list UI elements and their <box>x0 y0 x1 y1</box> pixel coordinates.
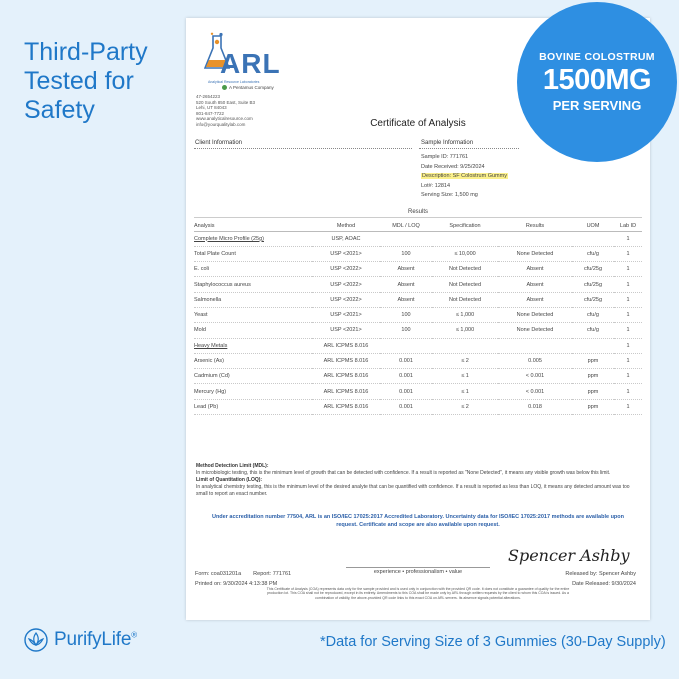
lotus-icon <box>24 628 48 652</box>
cell-result: Absent <box>498 277 572 292</box>
cell-result <box>498 231 572 246</box>
cell-uom: cfu/g <box>572 246 614 261</box>
cell-lab: 1 <box>614 338 642 353</box>
pentamus-icon <box>222 85 227 90</box>
cell-spec: ≤ 2 <box>432 353 498 368</box>
cell-mdl: 0.001 <box>380 369 432 384</box>
cell-uom: cfu/g <box>572 323 614 338</box>
brand-wordmark: PurifyLife <box>54 629 132 650</box>
col-results: Results <box>498 221 572 231</box>
loq-text: In analytical chemistry testing, this is the minimum level of the desired analyte that can be quantified with confidence. If a result is reported as less than LOQ, it means any detected amount was too small to report an exact number. <box>196 484 630 497</box>
cell-spec: ≤ 10,000 <box>432 246 498 261</box>
table-row <box>194 246 642 261</box>
badge-line-2: 1500MG <box>542 64 652 96</box>
serving-footnote: *Data for Serving Size of 3 Gummies (30-Day Supply) <box>320 634 666 650</box>
cell-mdl: Absent <box>380 277 432 292</box>
cell-method: USP <2021> <box>312 323 380 338</box>
cell-uom: cfu/25g <box>572 292 614 307</box>
cell-mdl: 100 <box>380 307 432 322</box>
cell-lab: 1 <box>614 384 642 399</box>
released-by: Released by: Spencer Ashby <box>565 571 636 577</box>
loq-title: Limit of Quantitation (LOQ): <box>196 477 263 483</box>
cell-uom <box>572 231 614 246</box>
cell-result <box>498 338 572 353</box>
definitions <box>196 463 636 498</box>
results-table <box>194 221 642 415</box>
results-label: Results <box>407 209 428 215</box>
cell-uom: cfu/25g <box>572 277 614 292</box>
cell-analysis: Arsenic (As) <box>194 353 312 368</box>
logo-wordmark: ARL <box>220 48 281 79</box>
cell-uom: ppm <box>572 369 614 384</box>
cell-method: USP <2022> <box>312 277 380 292</box>
cell-analysis: Salmonella <box>194 292 312 307</box>
address-line: 520 South 850 East, Suite B3 <box>196 99 256 105</box>
table-row <box>194 323 642 338</box>
cell-uom: ppm <box>572 353 614 368</box>
cell-analysis: Mold <box>194 323 312 338</box>
col-specification: Specification <box>432 221 498 231</box>
table-header-row <box>194 221 642 231</box>
cell-uom: ppm <box>572 384 614 399</box>
cell-lab: 1 <box>614 292 642 307</box>
cell-spec: ≤ 1,000 <box>432 307 498 322</box>
cell-result: None Detected <box>498 307 572 322</box>
form-id: Form: coa031201a <box>195 571 242 577</box>
col-mdl: MDL / LOQ <box>380 221 432 231</box>
cell-result: None Detected <box>498 323 572 338</box>
cell-result: 0.018 <box>498 399 572 414</box>
printed-on: Printed on: 9/30/2024 4:13:38 PM <box>195 581 278 587</box>
cell-analysis: Staphylococcus aureus <box>194 277 312 292</box>
cell-result: Absent <box>498 292 572 307</box>
cell-spec <box>432 231 498 246</box>
cell-spec: ≤ 1,000 <box>432 323 498 338</box>
cell-lab: 1 <box>614 277 642 292</box>
trademark: ® <box>131 630 137 640</box>
col-analysis: Analysis <box>194 221 312 231</box>
cell-mdl: 0.001 <box>380 399 432 414</box>
col-method: Method <box>312 221 380 231</box>
mdl-text: In microbiologic testing, this is the minimum level of growth that can be detected with confidence. If a result is reported as "None Detected", it means any visible growth was below this limit. <box>196 470 611 476</box>
table-row <box>194 231 642 246</box>
table-row <box>194 307 642 322</box>
cell-spec <box>432 338 498 353</box>
brand-name <box>54 629 137 651</box>
signature: Spencer Ashby <box>508 546 630 565</box>
cell-lab: 1 <box>614 353 642 368</box>
cell-result: None Detected <box>498 246 572 261</box>
badge-line-3: PER SERVING <box>552 98 642 113</box>
date-received: Date Received: 9/25/2024 <box>421 163 485 170</box>
lot-number: Lot#: 12814 <box>421 182 451 189</box>
logo-subtitle: Analytical Resource Laboratories <box>208 80 260 84</box>
cell-analysis: E. coli <box>194 262 312 277</box>
fine-print: This Certificate of Analysis (COA) represents data only for the sample provided and is used only in conjunction with the provided QR code. It does not constitute a guarantee of quality for the entire production lot. This COA shall not be reproduced, except in its entirety. Amendments to this COA shall be made only by ARL through written requests by the client to whom this COA is issued. As a combination of validity, the above-provided QR code links to this exact COA on ARL servers. Its absence signals potential alterations. <box>266 587 570 600</box>
sample-description: Description: SF Colostrum Gummy <box>422 173 507 179</box>
cell-analysis: Yeast <box>194 307 312 322</box>
brand-logo <box>24 628 137 652</box>
address-line: www.analyticalresource.com <box>196 116 253 121</box>
cell-analysis: Complete Micro Profile (25g) <box>194 231 312 246</box>
dosage-badge <box>517 2 677 162</box>
cell-analysis: Lead (Pb) <box>194 399 312 414</box>
sample-id: Sample ID: 771761 <box>421 154 469 160</box>
table-row <box>194 384 642 399</box>
cell-lab: 1 <box>614 323 642 338</box>
table-row <box>194 399 642 414</box>
sample-info-rule <box>419 148 519 149</box>
client-info-label: Client Information <box>195 140 243 146</box>
parent-company <box>222 85 274 90</box>
cell-uom <box>572 338 614 353</box>
cell-lab: 1 <box>614 399 642 414</box>
address-line: info@yourqualitylab.com <box>196 121 246 127</box>
cell-mdl: 100 <box>380 323 432 338</box>
cell-mdl <box>380 231 432 246</box>
date-released: Date Released: 9/30/2024 <box>572 581 636 587</box>
cell-lab: 1 <box>614 307 642 322</box>
serving-size: Serving Size: 1,500 mg <box>421 192 478 198</box>
cell-method: USP <2022> <box>312 292 380 307</box>
client-info-rule <box>194 148 412 149</box>
cell-lab: 1 <box>614 246 642 261</box>
cell-lab: 1 <box>614 231 642 246</box>
table-row <box>194 292 642 307</box>
lab-motto: experience • professionalism • value <box>373 569 463 575</box>
col-uom: UOM <box>572 221 614 231</box>
sample-info-label: Sample Information <box>421 140 474 146</box>
cell-mdl: 0.001 <box>380 384 432 399</box>
cell-lab: 1 <box>614 369 642 384</box>
cell-spec: ≤ 2 <box>432 399 498 414</box>
address-line: 47-2654223 <box>196 94 221 99</box>
report-id: Report: 771761 <box>253 571 292 577</box>
cell-mdl <box>380 338 432 353</box>
table-row <box>194 369 642 384</box>
cell-mdl: 100 <box>380 246 432 261</box>
headline-line-2: Tested for <box>24 67 134 95</box>
cell-spec: Not Detected <box>432 277 498 292</box>
cell-result: < 0.001 <box>498 369 572 384</box>
sample-info <box>421 153 508 201</box>
table-row <box>194 353 642 368</box>
cell-result: Absent <box>498 262 572 277</box>
cell-mdl: 0.001 <box>380 353 432 368</box>
release-info <box>562 569 636 589</box>
cell-method: ARL ICPMS 8.016 <box>312 338 380 353</box>
headline <box>24 38 174 125</box>
col-lab-id: Lab ID <box>614 221 642 231</box>
cell-result: < 0.001 <box>498 384 572 399</box>
mdl-title: Method Detection Limit (MDL): <box>196 463 269 469</box>
table-row <box>194 338 642 353</box>
cell-result: 0.005 <box>498 353 572 368</box>
cell-method: ARL ICPMS 8.016 <box>312 399 380 414</box>
badge-line-1: BOVINE COLOSTRUM <box>539 51 655 63</box>
cell-analysis: Cadmium (Cd) <box>194 369 312 384</box>
cell-method: ARL ICPMS 8.016 <box>312 369 380 384</box>
address-line: Lehi, UT 84043 <box>196 105 227 110</box>
cell-mdl: Absent <box>380 292 432 307</box>
table-row <box>194 277 642 292</box>
headline-line-3: Safety <box>24 96 95 124</box>
cell-method: USP, AOAC <box>312 231 380 246</box>
certificate-title: Certificate of Analysis <box>370 118 466 129</box>
address-line: 801-847-7722 <box>196 110 225 116</box>
cell-uom: ppm <box>572 399 614 414</box>
cell-spec: ≤ 1 <box>432 384 498 399</box>
motto-rule <box>346 567 490 568</box>
cell-uom: cfu/g <box>572 307 614 322</box>
cell-mdl: Absent <box>380 262 432 277</box>
cell-spec: Not Detected <box>432 292 498 307</box>
cell-analysis: Mercury (Hg) <box>194 384 312 399</box>
results-rule <box>194 217 642 218</box>
cell-method: ARL ICPMS 8.016 <box>312 353 380 368</box>
cell-method: USP <2021> <box>312 307 380 322</box>
parent-company-label: A Pentamus Company <box>229 85 274 90</box>
cell-method: USP <2022> <box>312 262 380 277</box>
table-row <box>194 262 642 277</box>
cell-method: USP <2021> <box>312 246 380 261</box>
cell-spec: Not Detected <box>432 262 498 277</box>
cell-analysis: Total Plate Count <box>194 246 312 261</box>
cell-lab: 1 <box>614 262 642 277</box>
cell-uom: cfu/25g <box>572 262 614 277</box>
headline-line-1: Third-Party <box>24 38 148 66</box>
cell-method: ARL ICPMS 8.016 <box>312 384 380 399</box>
cell-analysis: Heavy Metals <box>194 338 312 353</box>
cell-spec: ≤ 1 <box>432 369 498 384</box>
accreditation-statement: Under accreditation number 77504, ARL is an ISO/IEC 17025:2017 Accredited Laboratory. Uncertainty data for ISO/IEC 17025:2017 methods are available upon request. Certificate and scope are also available upon request. <box>211 514 625 528</box>
